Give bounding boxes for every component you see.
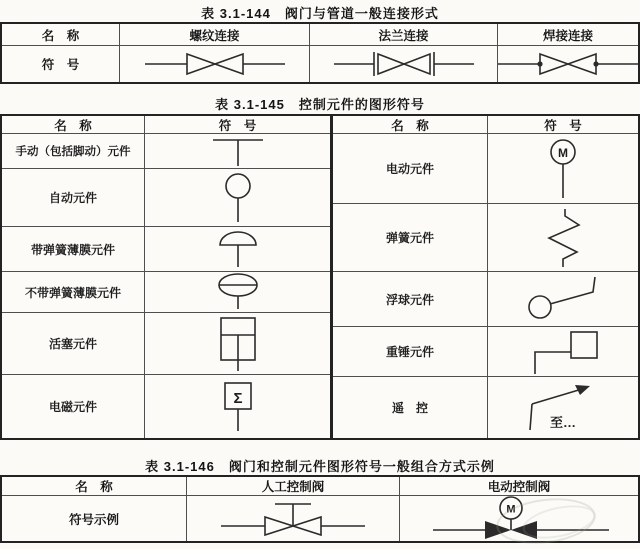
table1-header-welded: 焊接连接 <box>498 24 638 46</box>
table2-right-header-name: 名 称 <box>333 116 488 134</box>
row-manual-label: 手动（包括脚动）元件 <box>2 134 145 169</box>
table2-left <box>0 114 332 440</box>
manual-control-valve-symbol <box>187 496 400 541</box>
row-auto-label: 自动元件 <box>2 169 145 227</box>
table2-left-header-symbol: 符 号 <box>145 116 330 134</box>
weight-element-symbol <box>488 327 638 377</box>
spring-diaphragm-symbol <box>145 227 330 272</box>
table3-header-manual-valve: 人工控制阀 <box>187 477 400 496</box>
remote-control-symbol <box>488 377 638 438</box>
row-remote-label: 遥 控 <box>333 377 488 438</box>
row-spring-diaphragm-label: 带弹簧薄膜元件 <box>2 227 145 272</box>
table1 <box>0 22 640 84</box>
table3-rowlabel: 符号示例 <box>2 496 187 541</box>
spring-element-symbol <box>488 204 638 272</box>
svg-text:Σ: Σ <box>232 389 243 407</box>
row-no-spring-diaphragm-label: 不带弹簧薄膜元件 <box>2 272 145 313</box>
manual-element-symbol <box>145 134 330 169</box>
motor-control-valve-symbol <box>400 496 638 541</box>
svg-text:M: M <box>506 503 516 515</box>
motor-element-symbol <box>488 134 638 204</box>
row-spring-label: 弹簧元件 <box>333 204 488 272</box>
piston-element-symbol <box>145 313 330 375</box>
table1-header-flanged: 法兰连接 <box>310 24 498 46</box>
table2-right-header-symbol: 符 号 <box>488 116 638 134</box>
svg-text:至…: 至… <box>550 414 577 430</box>
row-float-label: 浮球元件 <box>333 272 488 327</box>
auto-element-symbol <box>145 169 330 227</box>
row-solenoid-label: 电磁元件 <box>2 375 145 438</box>
solenoid-element-symbol <box>145 375 330 438</box>
table3-header-motor-valve: 电动控制阀 <box>400 477 638 496</box>
table2-title: 表 3.1-145 控制元件的图形符号 <box>215 97 425 112</box>
svg-text:M: M <box>558 145 568 160</box>
table3-header-name: 名 称 <box>2 477 187 496</box>
welded-valve-symbol <box>498 46 638 82</box>
table1-header-name: 名 称 <box>2 24 120 46</box>
table1-header-threaded: 螺纹连接 <box>120 24 310 46</box>
threaded-valve-symbol <box>120 46 310 82</box>
table3 <box>0 475 640 543</box>
table3-title: 表 3.1-146 阀门和控制元件图形符号一般组合方式示例 <box>145 459 495 474</box>
table2-left-header-name: 名 称 <box>2 116 145 134</box>
row-weight-label: 重锤元件 <box>333 327 488 377</box>
table2-right <box>331 114 640 440</box>
row-piston-label: 活塞元件 <box>2 313 145 375</box>
flanged-valve-symbol <box>310 46 498 82</box>
row-motor-label: 电动元件 <box>333 134 488 204</box>
table1-title: 表 3.1-144 阀门与管道一般连接形式 <box>201 6 439 21</box>
float-element-symbol <box>488 272 638 327</box>
no-spring-diaphragm-symbol <box>145 272 330 313</box>
table1-rowlabel-symbol: 符 号 <box>2 46 120 82</box>
